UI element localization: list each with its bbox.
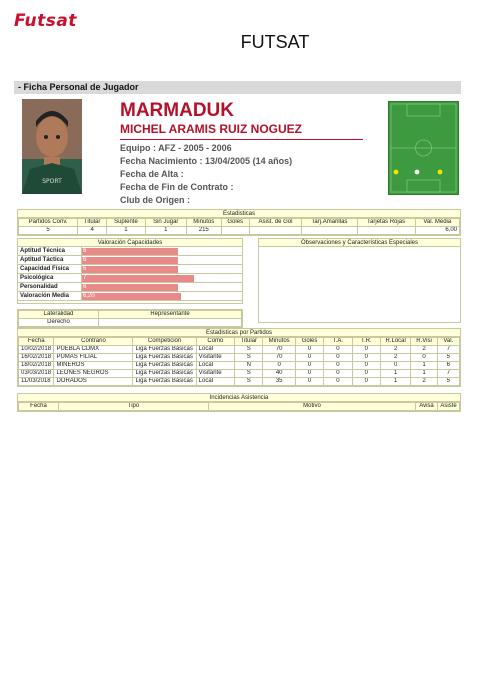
svg-text:SPORT: SPORT: [42, 178, 62, 185]
matches-cell: 6: [437, 362, 459, 370]
matches-cell: 2: [380, 346, 410, 354]
capacity-label: Aptitud Técnica: [18, 247, 82, 255]
matches-header: Minutos: [263, 338, 295, 346]
stats-header: Val. Media: [415, 219, 459, 227]
matches-cell: S: [235, 370, 263, 378]
matches-table-box: [17, 328, 461, 387]
matches-cell: 1: [380, 370, 410, 378]
matches-cell: PUMAS FILIAL: [54, 354, 133, 362]
matches-cell: Liga Fuerzas Básicas: [133, 378, 196, 386]
stats-value: 4: [78, 227, 107, 235]
page-title: FUTSAT: [240, 32, 310, 52]
matches-header: Como: [196, 338, 234, 346]
matches-header: Contrario: [54, 338, 133, 346]
laterality-header: Lateralidad: [19, 311, 99, 319]
field-position-diagram: [388, 101, 459, 195]
stats-value: 215: [186, 227, 221, 235]
capacity-bar: [82, 293, 181, 300]
stats-value: 1: [107, 227, 146, 235]
matches-cell: 10/02/2018: [19, 346, 54, 354]
matches-cell: 1: [411, 362, 437, 370]
stats-value: [249, 227, 302, 235]
attendance-header: Fecha: [19, 403, 59, 411]
matches-cell: Local: [196, 362, 234, 370]
matches-cell: 0: [352, 346, 380, 354]
matches-cell: 0: [380, 362, 410, 370]
matches-header: Titular: [235, 338, 263, 346]
matches-cell: Local: [196, 346, 234, 354]
matches-cell: 0: [324, 370, 352, 378]
matches-cell: 2: [380, 354, 410, 362]
capacities-title: Valoración Capacidades: [18, 239, 242, 247]
attendance-box: [17, 393, 461, 412]
matches-cell: N: [235, 362, 263, 370]
matches-cell: S: [235, 354, 263, 362]
matches-cell: 0: [352, 362, 380, 370]
matches-cell: 7: [437, 346, 459, 354]
capacity-label: Personalidad: [18, 283, 82, 291]
matches-cell: 7: [437, 370, 459, 378]
matches-cell: 11/03/2018: [19, 378, 54, 386]
table-row: [19, 354, 460, 362]
attendance-title: Incidencias Asistencia: [18, 394, 460, 402]
capacity-row: [18, 274, 242, 283]
matches-cell: 0: [295, 370, 323, 378]
matches-cell: 0: [324, 346, 352, 354]
matches-header: Goles: [295, 338, 323, 346]
capacity-bar-track: [82, 274, 242, 282]
matches-cell: Visitante: [196, 370, 234, 378]
stats-value: [302, 227, 357, 235]
capacity-bar: [82, 257, 178, 264]
stats-title: Estadisticas: [18, 210, 460, 218]
capacity-bar-track: [82, 292, 242, 300]
capacity-value: 6: [83, 257, 87, 263]
capacities-list: [18, 247, 242, 301]
matches-cell: 03/03/2018: [19, 370, 54, 378]
matches-cell: 0: [324, 354, 352, 362]
matches-header: R.Local: [380, 338, 410, 346]
matches-cell: 0: [352, 354, 380, 362]
matches-cell: 0: [411, 354, 437, 362]
player-nickname: MARMADUK: [120, 100, 234, 121]
matches-cell: 0: [324, 362, 352, 370]
matches-header: R.Visi: [411, 338, 437, 346]
table-row: [19, 370, 460, 378]
stats-value: 1: [145, 227, 186, 235]
capacity-bar: [82, 248, 178, 255]
capacity-label: Psicológica: [18, 274, 82, 282]
matches-cell: 0: [295, 346, 323, 354]
player-full-name: MICHEL ARAMIS RUIZ NOGUEZ: [120, 122, 302, 136]
matches-cell: 70: [263, 354, 295, 362]
stats-header: Suplente: [107, 219, 146, 227]
matches-header: Fecha: [19, 338, 54, 346]
team-info: Equipo : AFZ - 2005 - 2006: [120, 143, 232, 153]
stats-header: Partidos Conv.: [19, 219, 78, 227]
stats-value: [357, 227, 415, 235]
capacity-bar: [82, 275, 194, 282]
representative-value: [99, 319, 242, 327]
table-row: [19, 378, 460, 386]
attendance-header: Tipo: [59, 403, 209, 411]
capacity-value: 6,20: [83, 293, 95, 299]
matches-cell: Liga Fuerzas Básicas: [133, 354, 196, 362]
stats-value: 6,00: [415, 227, 459, 235]
matches-cell: Visitante: [196, 354, 234, 362]
matches-cell: 18/02/2018: [19, 362, 54, 370]
stats-header: Minutos: [186, 219, 221, 227]
observations-title: Observaciones y Características Especiales: [259, 239, 460, 247]
matches-cell: 0: [295, 378, 323, 386]
capacity-bar: [82, 284, 178, 291]
matches-title: Estadisticas por Partidos: [18, 329, 460, 337]
matches-cell: 5: [437, 354, 459, 362]
attendance-header: Asiste: [438, 403, 460, 411]
laterality-value: Derecho: [19, 319, 99, 327]
table-row: [19, 346, 460, 354]
capacity-value: 6: [83, 248, 87, 254]
matches-cell: 35: [263, 378, 295, 386]
stats-table-box: [17, 209, 461, 236]
stats-value: [221, 227, 249, 235]
matches-cell: 0: [352, 370, 380, 378]
origin-club: Club de Origen :: [120, 195, 191, 205]
matches-header: T.A.: [324, 338, 352, 346]
join-date: Fecha de Alta :: [120, 169, 184, 179]
capacity-bar-track: [82, 283, 242, 291]
section-title: - Ficha Personal de Jugador: [14, 81, 461, 94]
matches-cell: Liga Fuerzas Básicas: [133, 346, 196, 354]
capacity-bar-track: [82, 256, 242, 264]
capacity-value: 6: [83, 284, 87, 290]
futsat-logo: Futsat: [14, 11, 77, 31]
matches-header: Val.: [437, 338, 459, 346]
capacity-row: [18, 247, 242, 256]
observations-box: [258, 238, 461, 323]
stats-header: Titular: [78, 219, 107, 227]
matches-cell: 1: [380, 378, 410, 386]
stats-header: Goles: [221, 219, 249, 227]
matches-cell: 1: [411, 370, 437, 378]
capacity-value: 7: [83, 275, 87, 281]
laterality-box: [17, 309, 243, 328]
capacities-box: [17, 238, 243, 304]
matches-cell: 2: [411, 346, 437, 354]
contract-end-date: Fecha de Fin de Contrato :: [120, 182, 234, 192]
matches-cell: 0: [263, 362, 295, 370]
capacity-row: [18, 283, 242, 292]
matches-table: [18, 337, 460, 386]
matches-header: Competición: [133, 338, 196, 346]
capacity-bar-track: [82, 247, 242, 255]
name-divider: [120, 139, 363, 140]
matches-cell: 5: [437, 378, 459, 386]
matches-cell: S: [235, 378, 263, 386]
capacity-bar: [82, 266, 178, 273]
attendance-header: Avisa: [416, 403, 438, 411]
matches-cell: MINEROS: [54, 362, 133, 370]
matches-cell: PUEBLA CDMX: [54, 346, 133, 354]
stats-header: Tarj.Amarillas: [302, 219, 357, 227]
matches-cell: Liga Fuerzas Básicas: [133, 362, 196, 370]
matches-cell: DORADOS: [54, 378, 133, 386]
capacity-bar-track: [82, 265, 242, 273]
matches-cell: 40: [263, 370, 295, 378]
capacity-row: [18, 265, 242, 274]
capacity-row: [18, 256, 242, 265]
birth-date: Fecha Nacimiento : 13/04/2005 (14 años): [120, 156, 293, 166]
matches-cell: 0: [295, 354, 323, 362]
stats-header: Tarjetas Rojas: [357, 219, 415, 227]
capacity-label: Aptitud Táctica: [18, 256, 82, 264]
laterality-table: [18, 310, 242, 327]
capacity-value: 6: [83, 266, 87, 272]
stats-header: Sin Jugar: [145, 219, 186, 227]
matches-cell: Liga Fuerzas Básicas: [133, 370, 196, 378]
attendance-table: [18, 402, 460, 411]
table-row: [19, 362, 460, 370]
stats-table: [18, 218, 460, 235]
attendance-header: Motivo: [209, 403, 416, 411]
capacity-row: [18, 292, 242, 301]
matches-cell: 16/02/2018: [19, 354, 54, 362]
capacity-label: Capacidad Física: [18, 265, 82, 273]
representative-header: Representante: [99, 311, 242, 319]
capacity-label: Valoración Media: [18, 292, 82, 300]
matches-cell: 0: [295, 362, 323, 370]
matches-cell: LEONES NEGROS: [54, 370, 133, 378]
matches-cell: 2: [411, 378, 437, 386]
matches-cell: 0: [324, 378, 352, 386]
matches-header: T.R.: [352, 338, 380, 346]
matches-cell: S: [235, 346, 263, 354]
matches-cell: 70: [263, 346, 295, 354]
player-photo: [22, 99, 82, 194]
matches-cell: Local: [196, 378, 234, 386]
matches-cell: 0: [352, 378, 380, 386]
stats-value: 5: [19, 227, 78, 235]
stats-header: Asist. de Gol: [249, 219, 302, 227]
